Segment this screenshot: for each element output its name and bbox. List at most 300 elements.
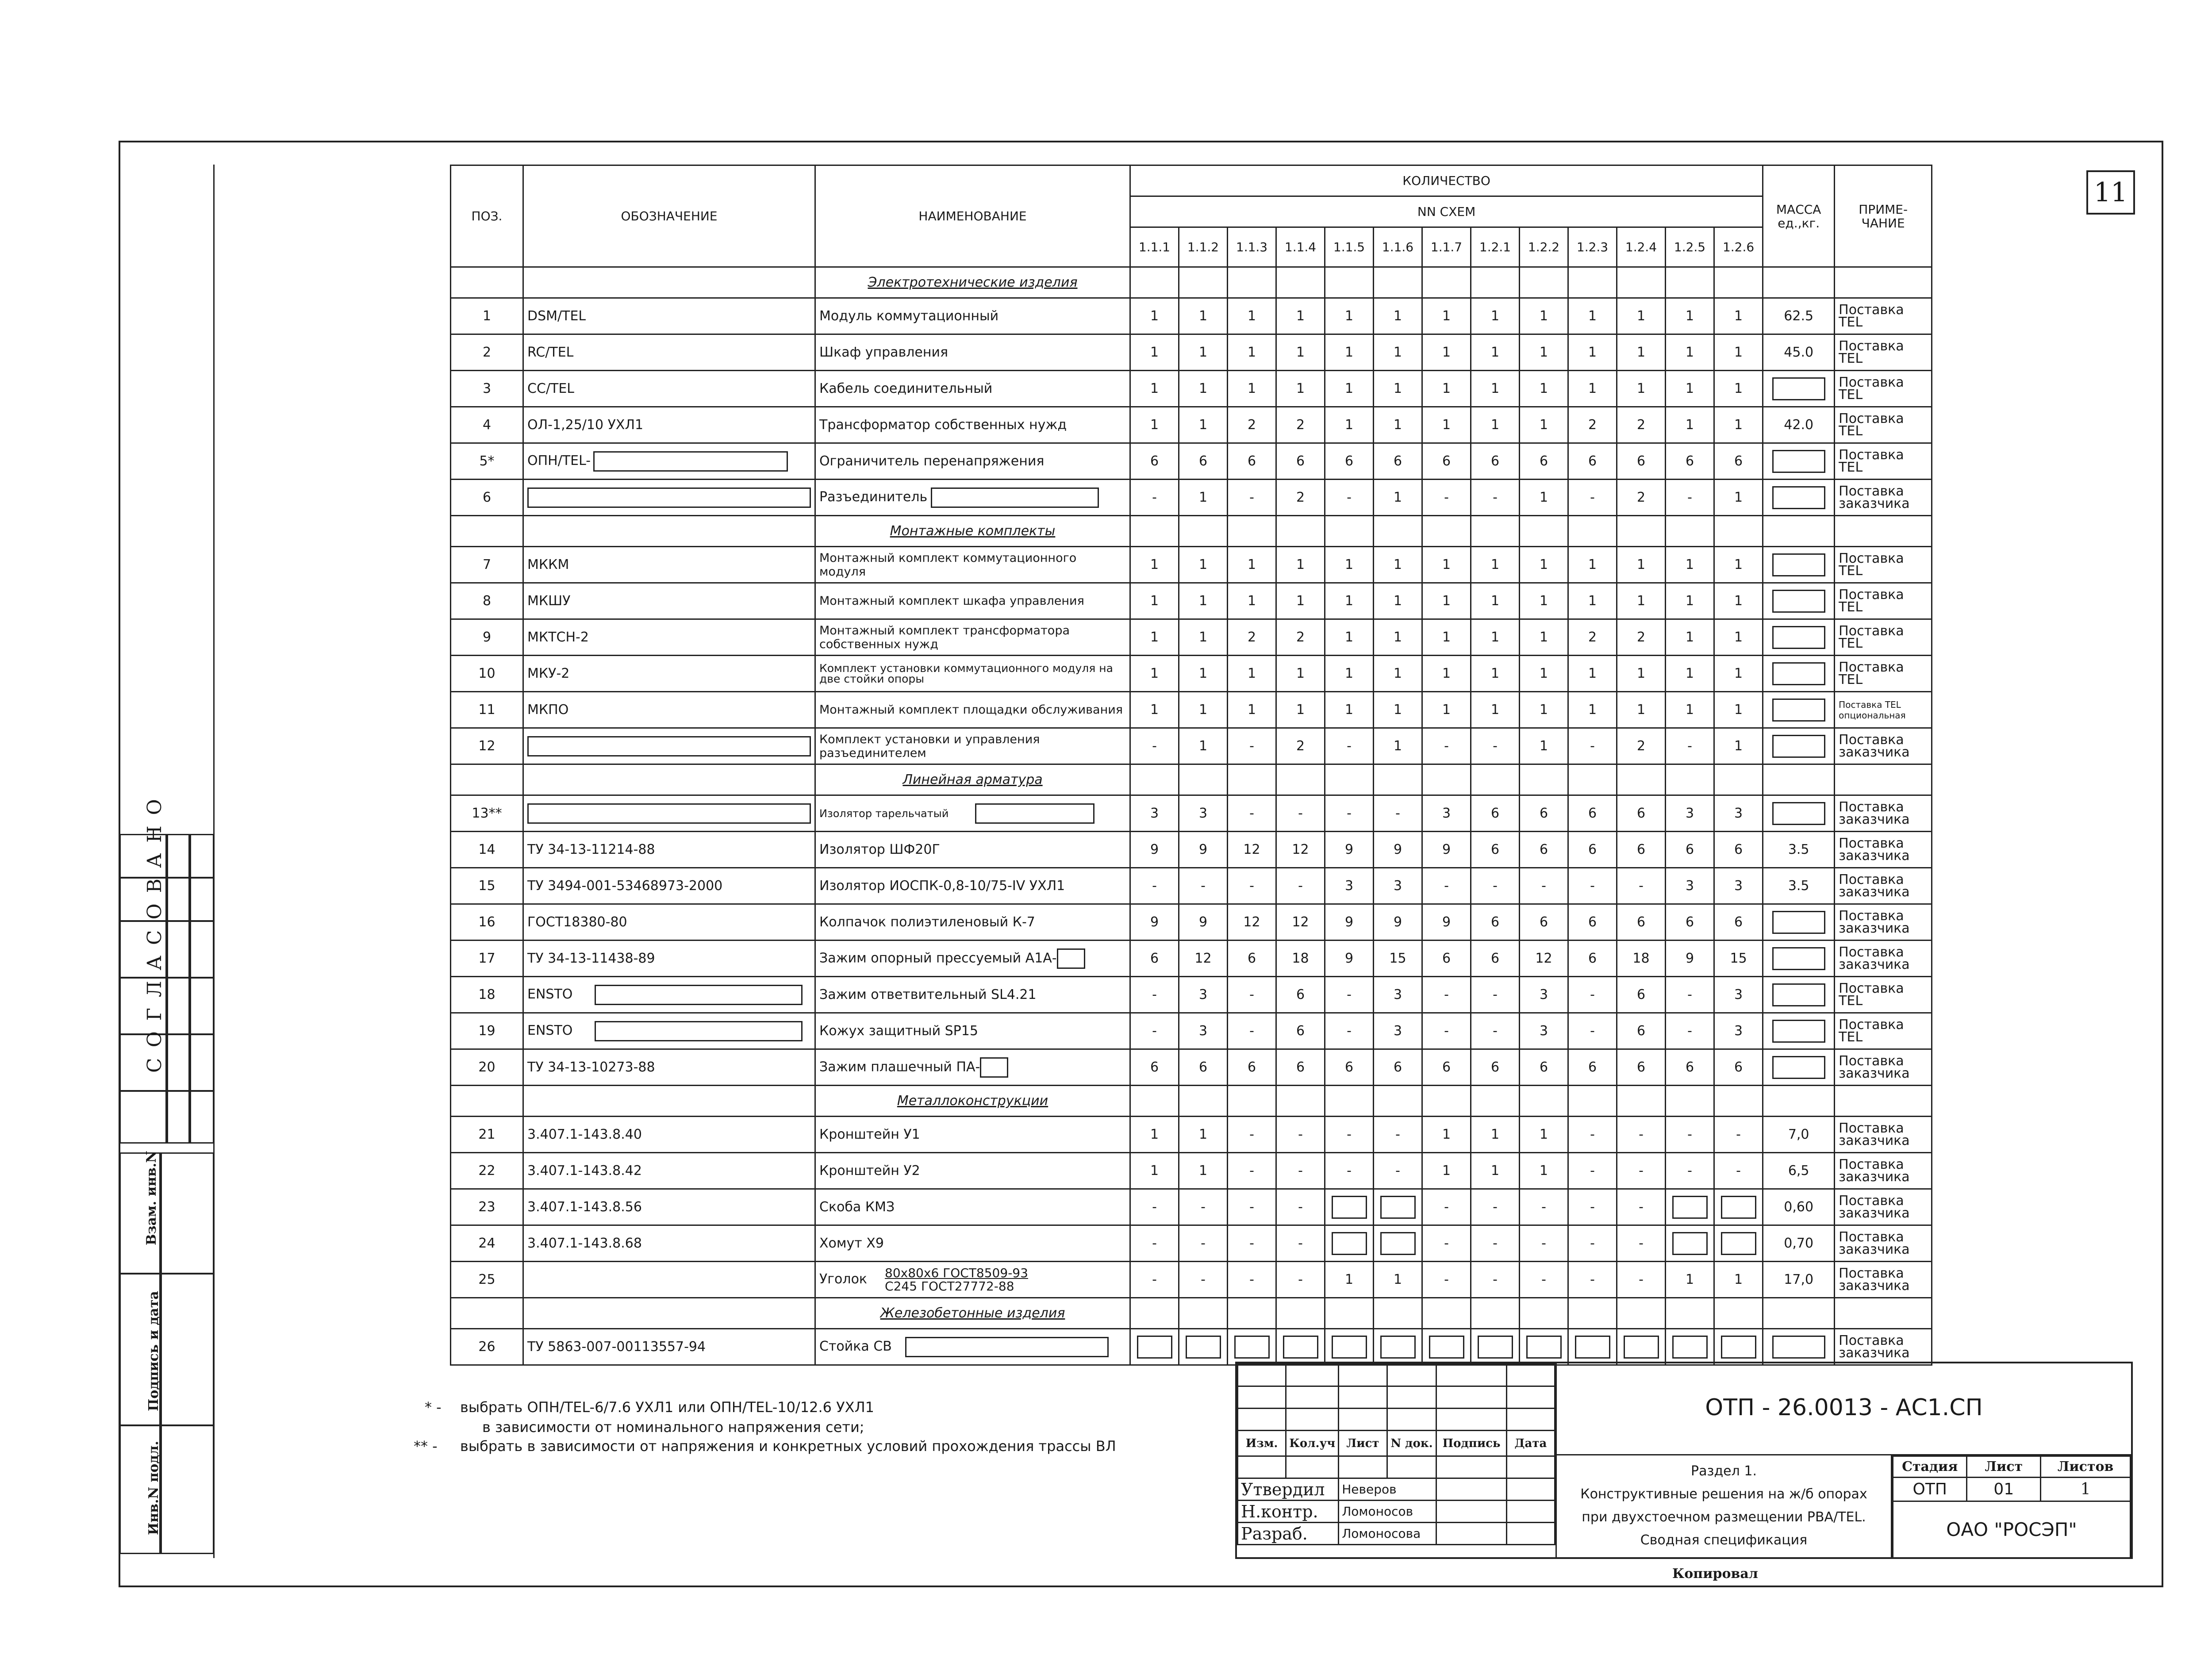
qty-cell: 6 <box>1617 832 1666 868</box>
name-cell <box>815 371 1130 407</box>
mass-cell: 62.5 <box>1763 298 1835 334</box>
section-empty <box>1617 1298 1666 1329</box>
designation-cell <box>523 656 815 692</box>
section-title: Металлоконструкции <box>815 1086 1130 1117</box>
name-cell <box>815 904 1130 941</box>
qty-cell: 6 <box>1179 443 1228 480</box>
section-empty <box>1835 516 1932 547</box>
mass-box <box>1772 947 1825 970</box>
qty-cell: 9 <box>1422 904 1471 941</box>
note-cell: Поставка заказчика <box>1835 868 1932 904</box>
section-empty <box>1763 1086 1835 1117</box>
qty-cell: 6 <box>1422 941 1471 977</box>
qty-cell: 1 <box>1130 371 1179 407</box>
qty-cell: 1 <box>1520 656 1568 692</box>
qty-cell: 1 <box>1471 1117 1520 1153</box>
qty-cell: 1 <box>1374 547 1422 583</box>
name-box <box>975 803 1094 824</box>
pos-cell: 12 <box>451 728 523 764</box>
qty-box <box>1332 1336 1367 1359</box>
designation-cell <box>523 371 815 407</box>
qty-cell: 1 <box>1471 407 1520 443</box>
qty-cell: 2 <box>1276 480 1325 516</box>
qty-cell: - <box>1617 1117 1666 1153</box>
organization: ОАО "РОСЭП" <box>1893 1501 2131 1558</box>
name-cell <box>815 547 1130 583</box>
qty-cell: - <box>1276 1153 1325 1189</box>
section-empty <box>1714 516 1763 547</box>
qty-cell: 1 <box>1179 728 1228 764</box>
qty-cell: 1 <box>1422 1153 1471 1189</box>
qty-cell: 9 <box>1325 832 1374 868</box>
qty-cell: 2 <box>1617 407 1666 443</box>
section-empty <box>1471 267 1520 298</box>
col-pos: ПОЗ. <box>451 165 523 267</box>
qty-cell: 1 <box>1666 692 1714 728</box>
qty-cell: - <box>1471 1013 1520 1049</box>
revision-col-label: N док. <box>1387 1431 1436 1456</box>
qty-cell: - <box>1422 728 1471 764</box>
qty-cell: 6 <box>1422 1049 1471 1086</box>
qty-cell: - <box>1179 1262 1228 1298</box>
qty-cell: 1 <box>1325 656 1374 692</box>
note-cell: Поставка TEL <box>1835 977 1932 1013</box>
section-empty <box>1714 764 1763 795</box>
doc-code: ОТП - 26.0013 - АС1.СП <box>1555 1363 2131 1455</box>
qty-cell: - <box>1228 1225 1276 1262</box>
section-empty <box>1228 1298 1276 1329</box>
section-empty <box>1714 267 1763 298</box>
qty-cell: 1 <box>1714 298 1763 334</box>
qty-cell: - <box>1520 1189 1568 1225</box>
qty-cell: - <box>1422 480 1471 516</box>
section-empty <box>1835 267 1932 298</box>
qty-cell: 1 <box>1374 334 1422 371</box>
designation-cell <box>523 443 815 480</box>
specification-table <box>450 165 1932 1366</box>
qty-cell: - <box>1568 728 1617 764</box>
qty-cell: 1 <box>1422 298 1471 334</box>
qty-cell: 1 <box>1374 371 1422 407</box>
qty-cell: 1 <box>1276 547 1325 583</box>
section-empty <box>1666 1086 1714 1117</box>
table-row <box>451 868 1932 904</box>
qty-box <box>1672 1336 1708 1359</box>
qty-cell: 15 <box>1714 941 1763 977</box>
section-empty <box>1276 764 1325 795</box>
section-empty <box>1763 516 1835 547</box>
qty-cell: - <box>1130 977 1179 1013</box>
table-row <box>451 334 1932 371</box>
qty-cell: 12 <box>1276 904 1325 941</box>
section-empty <box>1520 1086 1568 1117</box>
qty-cell: 1 <box>1130 583 1179 619</box>
section-empty <box>1568 1298 1617 1329</box>
table-row <box>451 547 1932 583</box>
mass-cell: 3.5 <box>1763 832 1835 868</box>
qty-cell: 1 <box>1228 334 1276 371</box>
qty-cell: - <box>1617 1189 1666 1225</box>
table-row <box>451 583 1932 619</box>
qty-box <box>1721 1232 1756 1255</box>
qty-cell: 3 <box>1325 868 1374 904</box>
name-cell <box>815 407 1130 443</box>
qty-box <box>1672 1232 1708 1255</box>
designation-text: МКТСН-2 <box>527 630 589 645</box>
qty-cell: 6 <box>1520 1049 1568 1086</box>
qty-cell: 1 <box>1568 583 1617 619</box>
section-empty <box>1374 1298 1422 1329</box>
footnote-1: выбрать ОПН/TEL-6/7.6 УХЛ1 или ОПН/TEL-10/12.6 УХЛ1 <box>460 1399 874 1416</box>
section-empty <box>1228 516 1276 547</box>
qty-cell: 9 <box>1666 941 1714 977</box>
mass-cell: 6,5 <box>1763 1153 1835 1189</box>
note-cell: Поставка TEL <box>1835 443 1932 480</box>
qty-cell: - <box>1520 1225 1568 1262</box>
qty-cell: 12 <box>1179 941 1228 977</box>
designation-cell <box>523 1117 815 1153</box>
note-cell: Поставка TEL <box>1835 547 1932 583</box>
qty-cell: - <box>1568 1117 1617 1153</box>
section-empty <box>1179 1298 1228 1329</box>
mass-cell: 7,0 <box>1763 1117 1835 1153</box>
section-empty <box>1374 267 1422 298</box>
designation-cell <box>523 1329 815 1365</box>
qty-cell: - <box>1325 728 1374 764</box>
designation-text: 3.407.1-143.8.56 <box>527 1199 642 1215</box>
sign-date-label: Подпись и дата <box>146 1291 161 1411</box>
qty-box <box>1283 1336 1318 1359</box>
section-label: Раздел 1. <box>1691 1463 1757 1479</box>
qty-cell <box>1714 1329 1763 1365</box>
agreed-label: СОГЛАСОВАНО <box>143 788 166 1073</box>
qty-cell: 3 <box>1714 977 1763 1013</box>
mass-cell <box>1763 371 1835 407</box>
qty-cell: 1 <box>1714 656 1763 692</box>
qty-cell: - <box>1422 1225 1471 1262</box>
name-text: Колпачок полиэтиленовый К-7 <box>819 914 1035 930</box>
qty-cell: 1 <box>1130 692 1179 728</box>
mass-cell: 0,70 <box>1763 1225 1835 1262</box>
section-title: Электротехнические изделия <box>815 267 1130 298</box>
revision-grid <box>1237 1363 1555 1545</box>
revision-col-label: Изм. <box>1238 1431 1286 1456</box>
qty-cell: 1 <box>1471 583 1520 619</box>
table-row <box>451 1329 1932 1365</box>
desc-line-1: Конструктивные решения на ж/б опорах <box>1580 1486 1867 1502</box>
note-cell: Поставка заказчика <box>1835 1049 1932 1086</box>
qty-cell: - <box>1666 1013 1714 1049</box>
mass-cell: 42.0 <box>1763 407 1835 443</box>
note-cell: Поставка заказчика <box>1835 1225 1932 1262</box>
note-cell: Поставка заказчика <box>1835 1117 1932 1153</box>
section-title: Монтажные комплекты <box>815 516 1130 547</box>
revision-col-label: Дата <box>1506 1431 1555 1456</box>
section-empty <box>451 267 523 298</box>
table-row <box>451 656 1932 692</box>
section-empty <box>1130 1086 1179 1117</box>
qty-cell: 2 <box>1276 619 1325 656</box>
designation-box <box>527 803 811 824</box>
designation-cell <box>523 1153 815 1189</box>
qty-cell: 1 <box>1422 583 1471 619</box>
note-cell: Поставка заказчика <box>1835 1189 1932 1225</box>
qty-cell: 9 <box>1179 832 1228 868</box>
mass-box <box>1772 911 1825 934</box>
qty-cell: - <box>1568 1153 1617 1189</box>
designation-cell <box>523 298 815 334</box>
mass-cell: 0,60 <box>1763 1189 1835 1225</box>
mass-cell <box>1763 547 1835 583</box>
qty-cell: 3 <box>1520 1013 1568 1049</box>
mass-box <box>1772 699 1825 722</box>
qty-cell: - <box>1666 977 1714 1013</box>
section-empty <box>1617 516 1666 547</box>
name-text: Зажим опорный прессуемый А1А- <box>819 950 1057 966</box>
section-empty <box>1471 764 1520 795</box>
section-empty <box>451 1298 523 1329</box>
pos-cell: 6 <box>451 480 523 516</box>
table-row <box>451 443 1932 480</box>
table-row <box>451 795 1932 832</box>
qty-cell: 6 <box>1471 1049 1520 1086</box>
qty-cell: - <box>1179 1189 1228 1225</box>
qty-cell: 1 <box>1422 407 1471 443</box>
qty-cell: - <box>1471 480 1520 516</box>
scheme-col: 1.1.4 <box>1276 227 1325 267</box>
qty-cell: - <box>1228 868 1276 904</box>
designation-box <box>527 488 811 508</box>
angle-spec-1: 80х80х6 ГОСТ8509-93 <box>885 1265 1028 1280</box>
qty-cell: - <box>1422 1013 1471 1049</box>
section-empty <box>451 1086 523 1117</box>
pos-cell: 15 <box>451 868 523 904</box>
qty-cell: 6 <box>1130 443 1179 480</box>
qty-cell: - <box>1617 1225 1666 1262</box>
name-text: Стойка СВ <box>819 1339 892 1354</box>
qty-cell <box>1325 1225 1374 1262</box>
qty-cell: - <box>1228 1189 1276 1225</box>
table-row <box>451 832 1932 868</box>
qty-cell: 1 <box>1714 692 1763 728</box>
qty-cell: - <box>1374 795 1422 832</box>
section-row <box>451 1086 1932 1117</box>
qty-cell: 6 <box>1568 941 1617 977</box>
section-empty <box>1835 1298 1932 1329</box>
section-empty <box>1471 1086 1520 1117</box>
qty-cell: 1 <box>1617 656 1666 692</box>
qty-cell: 1 <box>1520 1117 1568 1153</box>
mass-cell <box>1763 1049 1835 1086</box>
footnote-2-mark: ** - <box>414 1438 438 1455</box>
qty-cell: 1 <box>1374 728 1422 764</box>
section-empty <box>1422 516 1471 547</box>
qty-cell: - <box>1471 1189 1520 1225</box>
qty-cell: - <box>1714 1153 1763 1189</box>
qty-cell: 6 <box>1666 443 1714 480</box>
qty-cell: - <box>1228 1153 1276 1189</box>
designation-cell <box>523 904 815 941</box>
table-row <box>451 1189 1932 1225</box>
name-text: Изолятор ШФ20Г <box>819 842 940 857</box>
qty-cell: 6 <box>1228 443 1276 480</box>
qty-box <box>1332 1232 1367 1255</box>
name-text: Комплект установки коммутационного модуля на две стойки опоры <box>819 661 1113 685</box>
name-cell <box>815 1329 1130 1365</box>
col-designation: ОБОЗНАЧЕНИЕ <box>523 165 815 267</box>
qty-cell: - <box>1276 1189 1325 1225</box>
qty-cell: 2 <box>1276 728 1325 764</box>
section-empty <box>1179 1086 1228 1117</box>
qty-cell: - <box>1374 1117 1422 1153</box>
qty-cell: 1 <box>1568 656 1617 692</box>
qty-cell <box>1422 1329 1471 1365</box>
pos-cell: 3 <box>451 371 523 407</box>
qty-cell: 1 <box>1179 1117 1228 1153</box>
qty-cell: 1 <box>1179 692 1228 728</box>
section-empty <box>523 1086 815 1117</box>
sheet-header: Лист <box>1967 1456 2041 1478</box>
table-row <box>451 1049 1932 1086</box>
designation-text: ОПН/TEL- <box>527 453 591 468</box>
qty-cell: - <box>1471 1262 1520 1298</box>
designation-text: МКШУ <box>527 593 571 609</box>
qty-cell <box>1276 1329 1325 1365</box>
section-empty <box>523 764 815 795</box>
qty-cell: 1 <box>1617 547 1666 583</box>
qty-cell: 3 <box>1666 795 1714 832</box>
name-text: Хомут Х9 <box>819 1236 884 1251</box>
qty-cell: 1 <box>1179 583 1228 619</box>
section-empty <box>1179 267 1228 298</box>
mass-box <box>1772 590 1825 613</box>
qty-cell: 12 <box>1228 832 1276 868</box>
section-empty <box>1520 516 1568 547</box>
scheme-col: 1.1.5 <box>1325 227 1374 267</box>
qty-cell: 6 <box>1617 795 1666 832</box>
qty-cell <box>1714 1189 1763 1225</box>
qty-cell: 1 <box>1422 1117 1471 1153</box>
name-text: Монтажный комплект трансформатора собственных нужд <box>819 623 1070 651</box>
name-box <box>1057 948 1085 969</box>
mass-cell: 17,0 <box>1763 1262 1835 1298</box>
qty-cell: - <box>1276 1117 1325 1153</box>
name-text: Кожух защитный SP15 <box>819 1023 978 1039</box>
qty-cell <box>1568 1329 1617 1365</box>
description-cell <box>1555 1455 1892 1557</box>
mass-box <box>1772 662 1825 685</box>
qty-cell: 3 <box>1714 868 1763 904</box>
qty-cell: 1 <box>1520 1153 1568 1189</box>
pos-cell: 19 <box>451 1013 523 1049</box>
pos-cell: 10 <box>451 656 523 692</box>
pos-cell: 16 <box>451 904 523 941</box>
qty-cell: 3 <box>1374 868 1422 904</box>
qty-cell: 1 <box>1520 728 1568 764</box>
qty-cell: 1 <box>1520 619 1568 656</box>
qty-cell: 1 <box>1422 656 1471 692</box>
pos-cell: 4 <box>451 407 523 443</box>
qty-box <box>1624 1336 1659 1359</box>
qty-cell: 1 <box>1228 371 1276 407</box>
qty-cell: 1 <box>1228 656 1276 692</box>
qty-cell: 1 <box>1666 619 1714 656</box>
note-cell: Поставка TEL <box>1835 1013 1932 1049</box>
name-cell <box>815 1013 1130 1049</box>
pos-cell: 9 <box>451 619 523 656</box>
qty-cell: 6 <box>1422 443 1471 480</box>
mass-cell <box>1763 728 1835 764</box>
section-empty <box>1666 1298 1714 1329</box>
note-cell: Поставка TEL <box>1835 371 1932 407</box>
qty-cell: 1 <box>1325 298 1374 334</box>
qty-cell: 6 <box>1471 443 1520 480</box>
qty-cell: 1 <box>1520 407 1568 443</box>
qty-cell: 15 <box>1374 941 1422 977</box>
qty-cell: 1 <box>1325 1262 1374 1298</box>
section-empty <box>1276 1086 1325 1117</box>
qty-cell: 1 <box>1666 298 1714 334</box>
table-row <box>451 728 1932 764</box>
qty-cell: 1 <box>1130 1153 1179 1189</box>
name-cell <box>815 298 1130 334</box>
qty-cell: 1 <box>1228 692 1276 728</box>
designation-cell <box>523 868 815 904</box>
qty-cell: 9 <box>1374 904 1422 941</box>
revision-col-label: Кол.уч <box>1286 1431 1339 1456</box>
name-cell <box>815 728 1130 764</box>
section-empty <box>1325 764 1374 795</box>
qty-cell: - <box>1130 1189 1179 1225</box>
qty-cell: 1 <box>1666 547 1714 583</box>
mass-box <box>1772 553 1825 576</box>
name-cell <box>815 1225 1130 1262</box>
table-row <box>451 407 1932 443</box>
control-label: Н.контр. <box>1238 1501 1339 1523</box>
qty-cell: 9 <box>1325 904 1374 941</box>
stage-header: Стадия <box>1893 1456 1967 1478</box>
qty-cell: 2 <box>1568 407 1617 443</box>
qty-cell: - <box>1568 1262 1617 1298</box>
qty-cell: - <box>1666 480 1714 516</box>
section-empty <box>1130 516 1179 547</box>
section-empty <box>1520 267 1568 298</box>
qty-cell: 3 <box>1714 795 1763 832</box>
designation-text: ТУ 34-13-11438-89 <box>527 951 655 966</box>
qty-box <box>1721 1196 1756 1219</box>
pos-cell: 21 <box>451 1117 523 1153</box>
qty-cell: 6 <box>1617 1049 1666 1086</box>
name-cell <box>815 1049 1130 1086</box>
scheme-col: 1.2.5 <box>1666 227 1714 267</box>
qty-cell: 6 <box>1520 832 1568 868</box>
qty-cell: 1 <box>1179 334 1228 371</box>
mass-cell: 45.0 <box>1763 334 1835 371</box>
qty-cell: 6 <box>1520 795 1568 832</box>
qty-cell: - <box>1520 868 1568 904</box>
qty-cell: - <box>1617 1153 1666 1189</box>
qty-cell: 1 <box>1130 298 1179 334</box>
scheme-col: 1.2.3 <box>1568 227 1617 267</box>
mass-box <box>1772 486 1825 509</box>
inv-blocks <box>119 1152 214 1554</box>
qty-cell: - <box>1228 977 1276 1013</box>
qty-cell: 1 <box>1374 407 1422 443</box>
qty-cell: 1 <box>1276 298 1325 334</box>
qty-cell: 6 <box>1374 1049 1422 1086</box>
qty-cell: 9 <box>1325 941 1374 977</box>
mass-box <box>1772 983 1825 1006</box>
